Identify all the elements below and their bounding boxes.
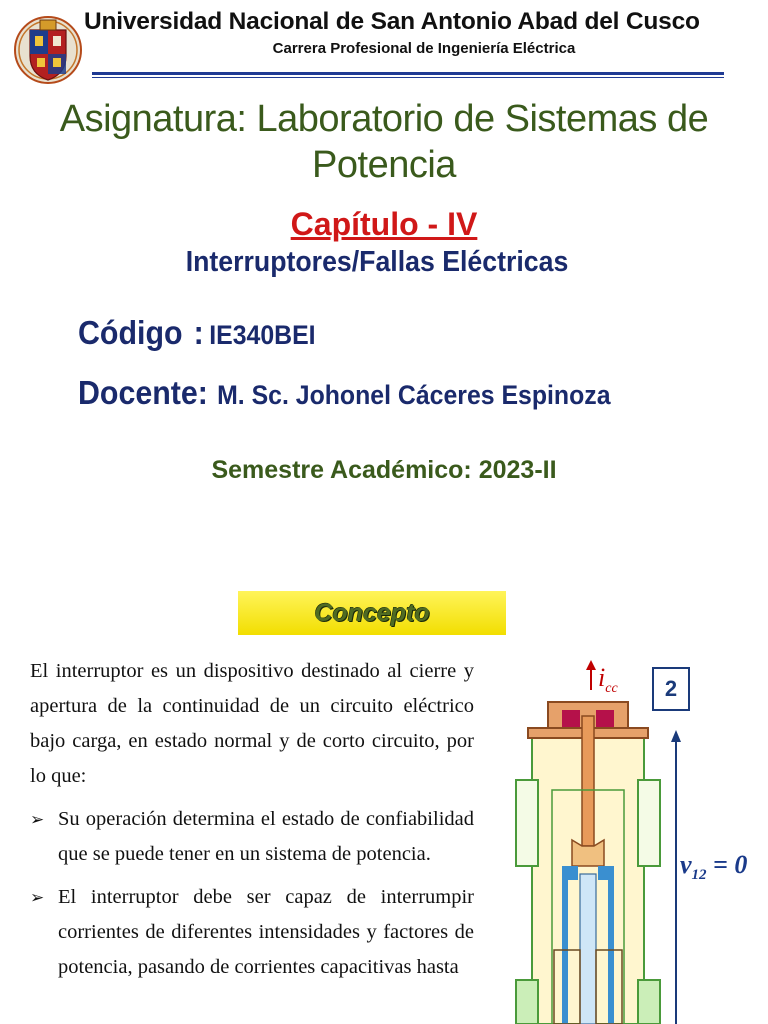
current-subscript: cc bbox=[605, 681, 618, 697]
university-name: Universidad Nacional de San Antonio Abad del Cusco bbox=[84, 8, 700, 35]
voltage-symbol: v bbox=[680, 850, 692, 879]
career-name: Carrera Profesional de Ingeniería Eléctrica bbox=[272, 40, 576, 57]
voltage-subscript: 12 bbox=[691, 867, 707, 884]
current-symbol: i bbox=[598, 663, 606, 692]
bullet-text: Su operación determina el estado de confiabilidad que se puede tener en un sistema de potencia. bbox=[58, 808, 474, 865]
concept-heading-box bbox=[238, 591, 506, 635]
arrow-bullet-icon: ➢ bbox=[30, 888, 45, 907]
code-separator: : bbox=[193, 314, 204, 351]
subject-line-2: Potencia bbox=[312, 144, 456, 186]
subject-line-1: Asignatura: Laboratorio de Sistemas de bbox=[59, 98, 709, 140]
concept-intro: El interruptor es un dispositivo destinado al cierre y apertura de la continuidad de un circuito eléctrico bajo carga, en estado normal y de corto circuito, por lo que: bbox=[30, 660, 474, 787]
voltage-equation: = 0 bbox=[706, 850, 748, 879]
bullet-item bbox=[30, 802, 474, 872]
header-rule bbox=[92, 72, 724, 75]
header-rule-thin bbox=[92, 77, 724, 78]
concept-heading: Concepto bbox=[314, 598, 430, 627]
figure-number: 2 bbox=[652, 667, 690, 711]
current-label bbox=[598, 663, 618, 697]
code-value: IE340BEI bbox=[209, 320, 316, 350]
code-label: Código bbox=[78, 314, 183, 351]
teacher-label: Docente: bbox=[78, 374, 208, 411]
arrow-bullet-icon: ➢ bbox=[30, 810, 45, 829]
voltage-label bbox=[680, 850, 747, 884]
concept-body bbox=[30, 654, 474, 993]
chapter-title: Capítulo - IV bbox=[290, 206, 478, 242]
bullet-item bbox=[30, 880, 474, 985]
course-code-row bbox=[78, 314, 316, 352]
semester: Semestre Académico: 2023-II bbox=[211, 456, 557, 484]
teacher-row bbox=[78, 374, 611, 412]
chapter-subtitle: Interruptores/Fallas Eléctricas bbox=[185, 246, 569, 278]
university-logo bbox=[14, 12, 82, 88]
subject-title bbox=[0, 96, 768, 188]
breaker-illustration bbox=[510, 650, 768, 1024]
teacher-name: M. Sc. Johonel Cáceres Espinoza bbox=[217, 380, 611, 410]
bullet-text: El interruptor debe ser capaz de interrumpir corrientes de diferentes intensidades y factores de potencia, pasando de corrientes capacitivas hasta bbox=[58, 886, 474, 978]
